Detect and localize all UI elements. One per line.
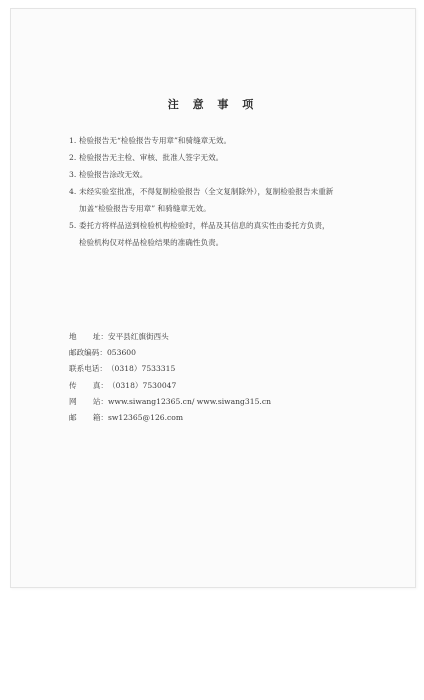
contact-phone (69, 361, 369, 377)
notice-text-continuation: 加盖“检验报告专用章” 和骑缝章无效。 (79, 204, 211, 213)
notice-text: 检验报告无“检验报告专用章”和骑缝章无效。 (79, 136, 232, 145)
notice-text-group (79, 183, 379, 217)
fax-label-char: 传 (69, 380, 77, 390)
notice-number: 5. (69, 221, 77, 230)
notice-text-group (79, 217, 379, 251)
notice-item (69, 183, 379, 217)
notice-text: 检验报告无主检、审核、批准人签字无效。 (79, 153, 224, 162)
phone-value: （0318）7533315 (106, 364, 176, 374)
fax-label (69, 378, 108, 394)
notice-list (69, 132, 379, 251)
phone-label: 联系电话： (69, 364, 107, 374)
notice-text: 未经实验室批准，不得复制检验报告（全文复制除外），复制检验报告未重新 (79, 187, 334, 196)
email-label (69, 410, 108, 426)
address-label-char: 址： (92, 332, 108, 341)
contact-info (69, 329, 369, 426)
contact-postcode (69, 345, 369, 361)
document-page (10, 8, 416, 588)
postcode-label: 邮政编码： (69, 348, 107, 358)
fax-label-char: 真： (92, 380, 108, 390)
page-title: 注 意 事 项 (167, 98, 259, 111)
notice-item (69, 166, 379, 183)
notice-text: 委托方将样品送到检验机构检验时，样品及其信息的真实性由委托方负责， (79, 221, 330, 230)
address-value: 安平县红旗街西头 (108, 332, 169, 341)
email-value: sw12365@126.com (108, 413, 184, 423)
notice-number: 3. (69, 170, 77, 179)
notice-number: 1. (69, 136, 77, 145)
postcode-value: 053600 (106, 348, 136, 358)
email-label-char: 邮 (69, 413, 77, 423)
website-label-char: 站： (92, 396, 108, 406)
notice-item (69, 217, 379, 251)
contact-fax (69, 378, 369, 394)
notice-item (69, 149, 379, 166)
contact-website (69, 394, 369, 410)
fax-value: （0318）7530047 (108, 380, 177, 390)
notice-number: 4. (69, 187, 77, 196)
website-label-char: 网 (69, 396, 77, 406)
notice-number: 2. (69, 153, 77, 162)
contact-address (69, 329, 369, 345)
website-label (69, 394, 108, 410)
email-label-char: 箱： (92, 413, 108, 423)
address-label (69, 329, 108, 345)
notice-item (69, 132, 379, 149)
contact-email (69, 410, 369, 426)
website-value: www.siwang12365.cn/ www.siwang315.cn (108, 396, 271, 406)
notice-text: 检验报告涂改无效。 (79, 170, 148, 179)
address-label-char: 地 (69, 332, 77, 341)
notice-text-continuation: 检验机构仅对样品检验结果的准确性负责。 (79, 238, 224, 247)
